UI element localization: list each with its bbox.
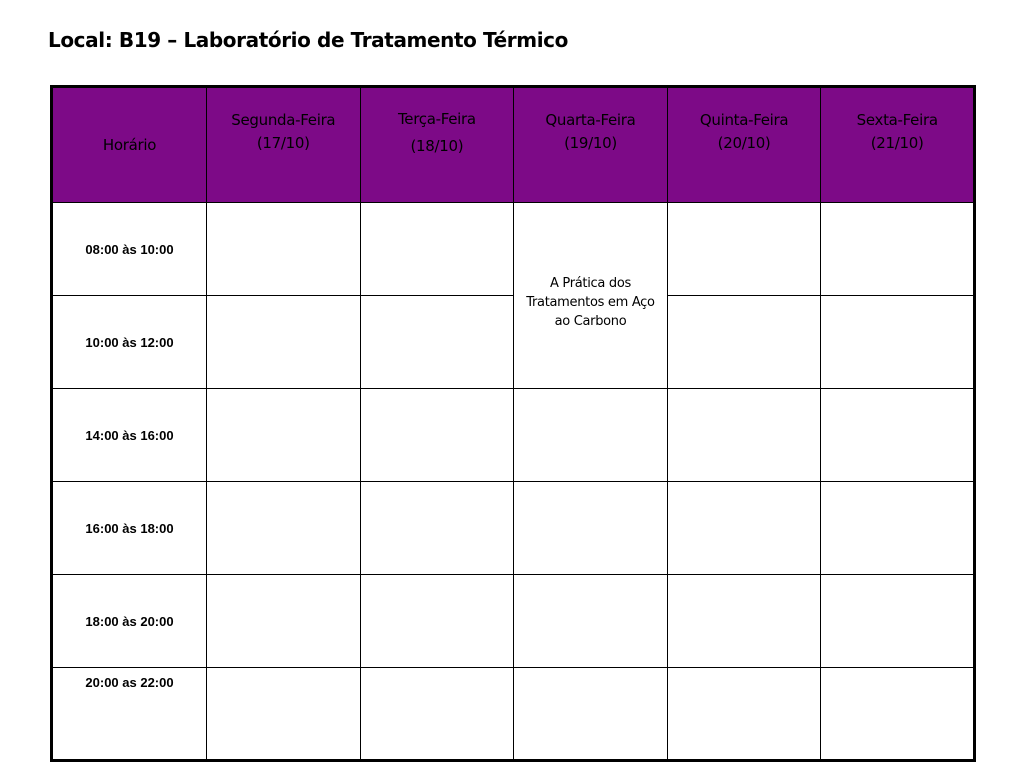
table-row <box>52 203 975 296</box>
schedule-cell <box>207 482 361 575</box>
schedule-cell <box>821 203 975 296</box>
page-title: Local: B19 – Laboratório de Tratamento Térmico <box>48 28 568 52</box>
time-slot: 18:00 às 20:00 <box>52 575 207 668</box>
schedule-cell <box>207 668 361 761</box>
schedule-cell <box>821 575 975 668</box>
schedule-cell <box>514 668 668 761</box>
time-slot: 16:00 às 18:00 <box>52 482 207 575</box>
time-slot: 14:00 às 16:00 <box>52 389 207 482</box>
schedule-cell <box>821 296 975 389</box>
schedule-cell <box>360 203 514 296</box>
schedule-cell <box>360 575 514 668</box>
schedule-cell <box>360 296 514 389</box>
table-row <box>52 296 975 389</box>
header-friday: Sexta-Feira (21/10) <box>821 87 975 203</box>
schedule-table <box>50 85 976 762</box>
time-slot: 20:00 as 22:00 <box>52 668 207 761</box>
schedule-cell <box>821 389 975 482</box>
header-tuesday: Terça-Feira (18/10) <box>360 87 514 203</box>
header-row <box>52 87 975 203</box>
time-slot: 08:00 às 10:00 <box>52 203 207 296</box>
header-thursday: Quinta-Feira (20/10) <box>667 87 821 203</box>
schedule-cell <box>360 668 514 761</box>
table-row <box>52 575 975 668</box>
schedule-cell <box>667 203 821 296</box>
event-text-line: A Prática dos <box>549 276 631 291</box>
schedule-cell <box>207 203 361 296</box>
schedule-cell <box>667 668 821 761</box>
table-row <box>52 668 975 761</box>
table-row <box>52 482 975 575</box>
schedule-cell <box>667 575 821 668</box>
event-text-line: Tratamentos em Aço <box>526 295 655 310</box>
header-time: Horário <box>52 87 207 203</box>
header-wednesday: Quarta-Feira (19/10) <box>514 87 668 203</box>
schedule-cell <box>207 296 361 389</box>
time-slot: 10:00 às 12:00 <box>52 296 207 389</box>
schedule-cell <box>667 389 821 482</box>
schedule-cell <box>360 482 514 575</box>
schedule-cell <box>514 482 668 575</box>
schedule-cell <box>821 668 975 761</box>
schedule-cell <box>821 482 975 575</box>
schedule-cell <box>360 389 514 482</box>
table-row <box>52 389 975 482</box>
header-monday: Segunda-Feira (17/10) <box>207 87 361 203</box>
schedule-cell <box>207 575 361 668</box>
event-text-line: ao Carbono <box>554 314 627 329</box>
schedule-cell <box>514 389 668 482</box>
schedule-cell <box>207 389 361 482</box>
schedule-cell <box>514 575 668 668</box>
schedule-cell <box>667 296 821 389</box>
schedule-cell <box>667 482 821 575</box>
event-cell <box>514 203 668 389</box>
